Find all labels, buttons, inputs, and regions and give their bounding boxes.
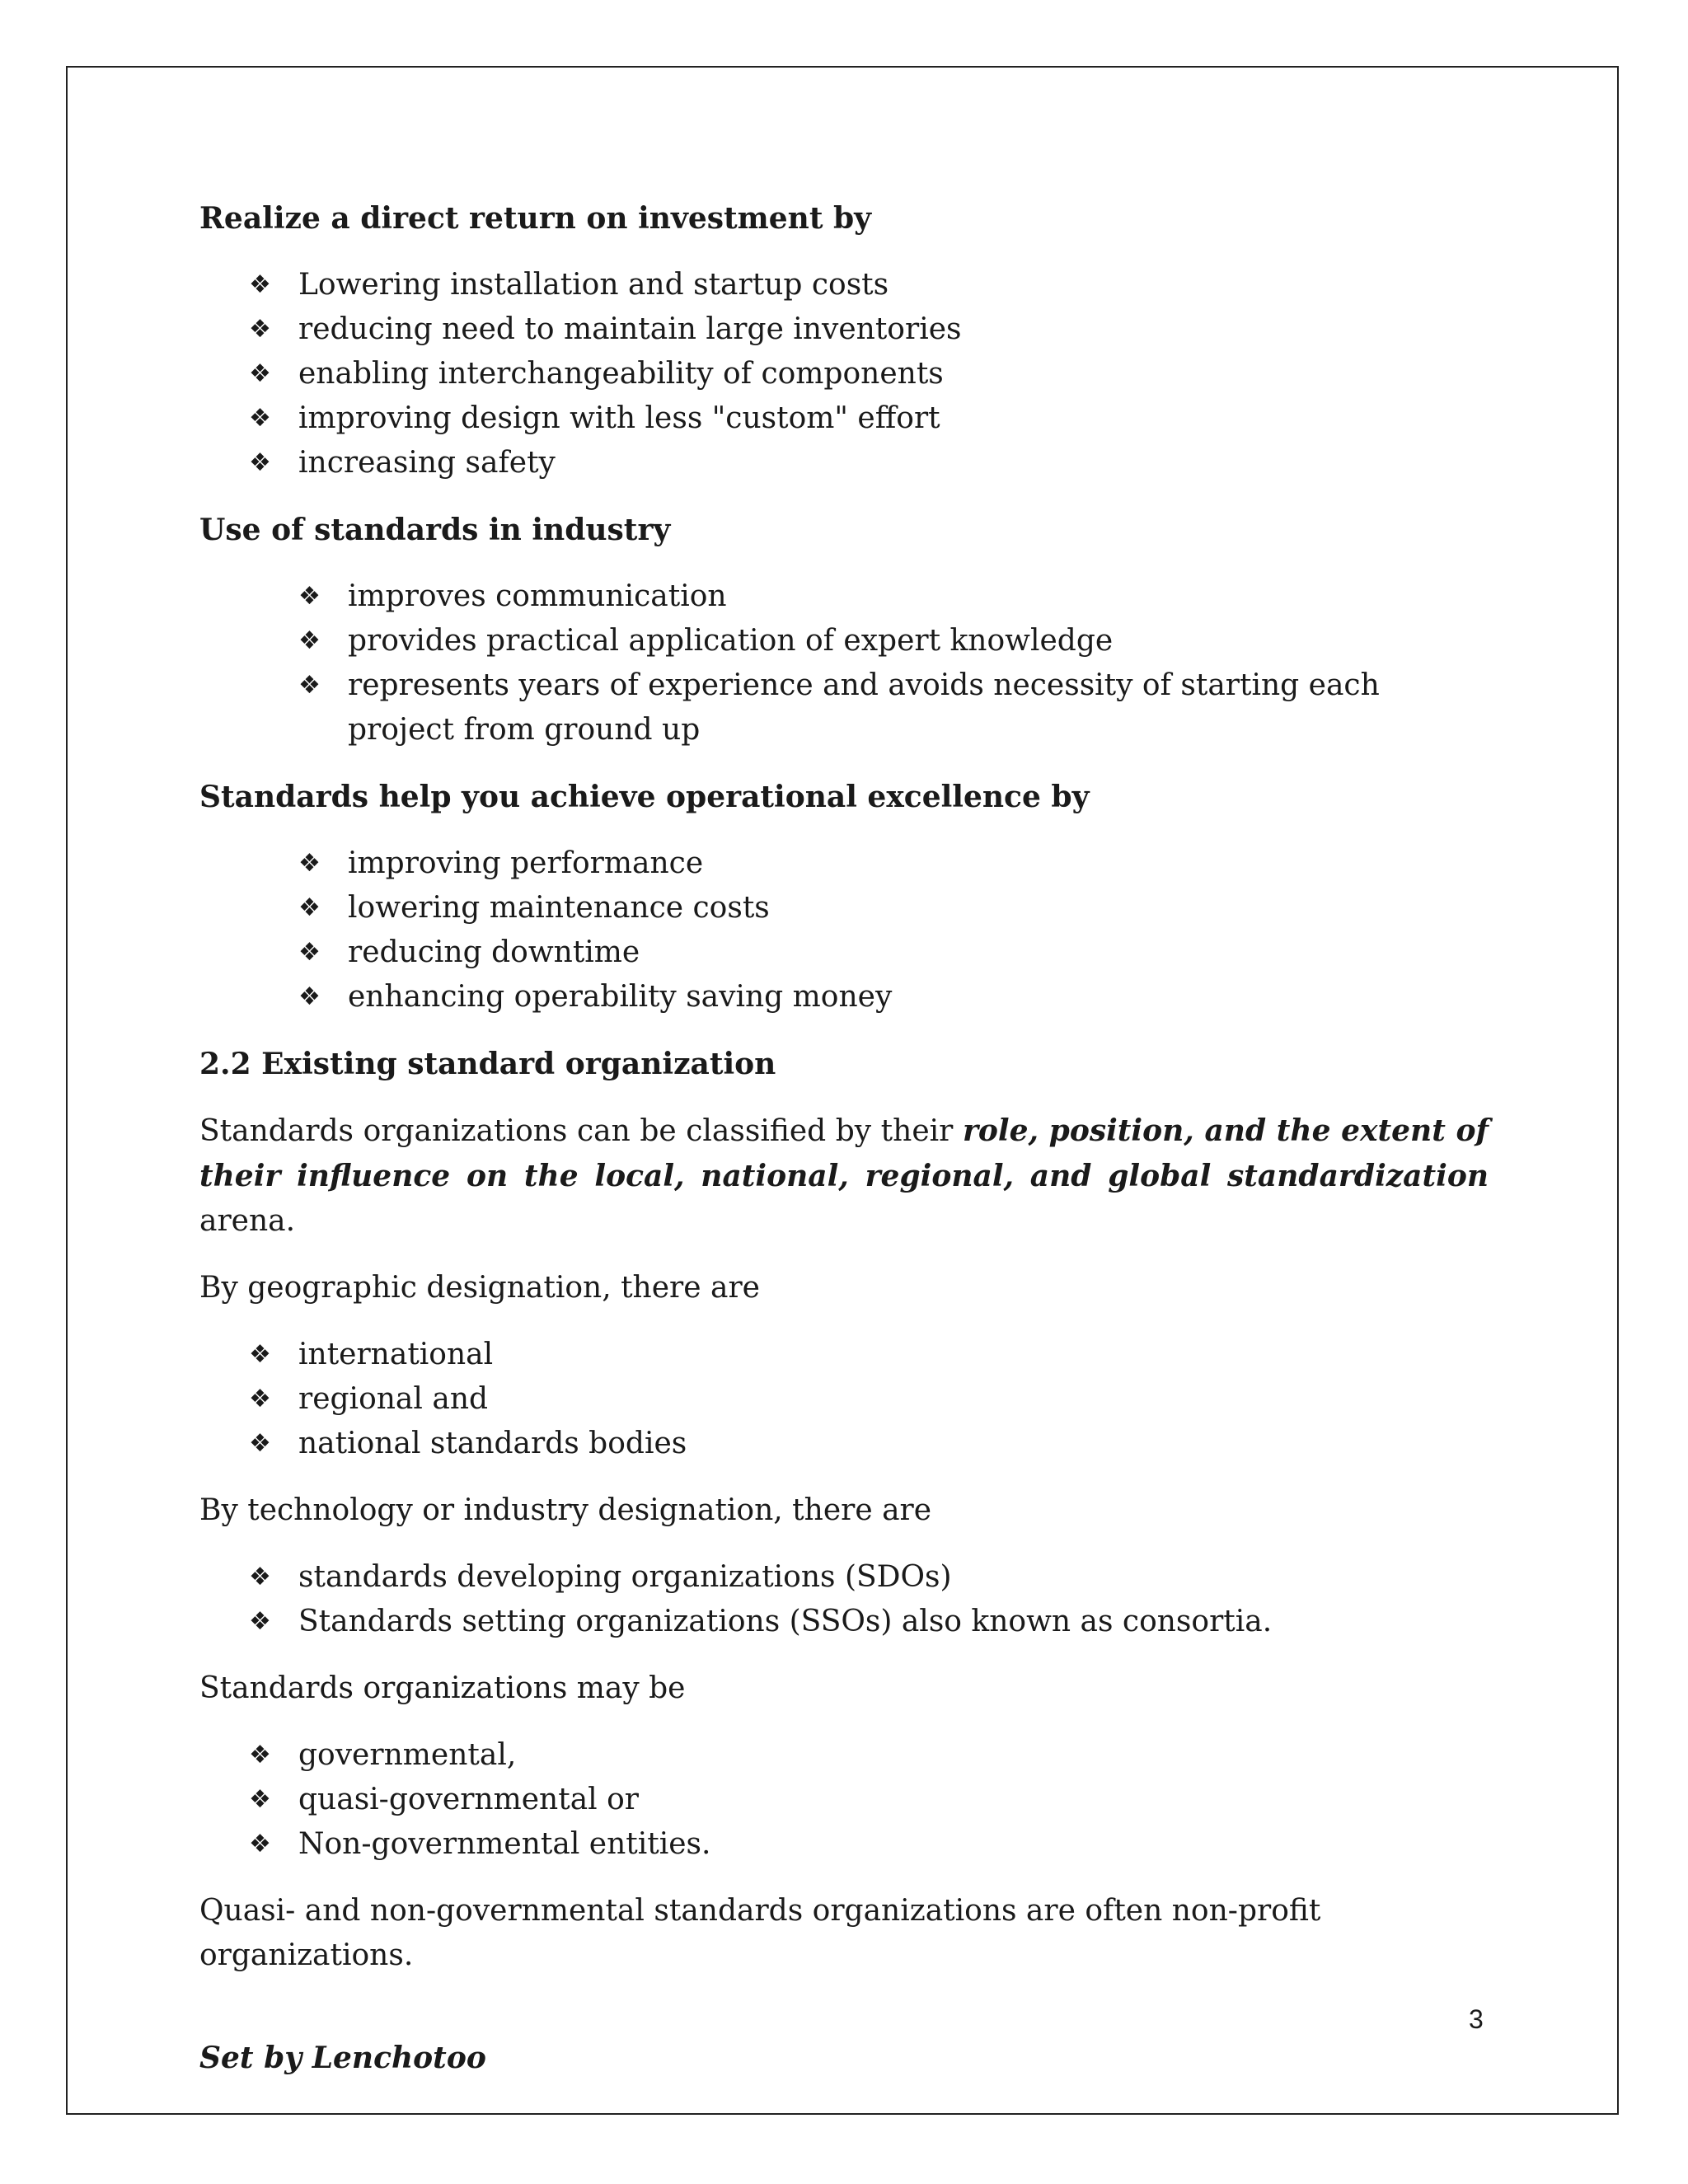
heading-excellence: Standards help you achieve operational excellence by [199, 780, 1090, 814]
paragraph-types-intro: Standards organizations may be [199, 1671, 686, 1705]
list-item: ❖ national standards bodies [249, 1422, 1489, 1466]
list-item: ❖ lowering maintenance costs [298, 886, 1489, 930]
list-item: ❖ represents years of experience and avoids necessity of starting each project from ground up [298, 663, 1489, 752]
bullet-icon: ❖ [298, 626, 321, 655]
list-item: ❖ international [249, 1333, 1489, 1377]
list-item: ❖ quasi-governmental or [249, 1778, 1489, 1822]
bullet-icon: ❖ [298, 982, 321, 1011]
bullet-icon: ❖ [249, 404, 271, 433]
paragraph-geo-intro: By geographic designation, there are [199, 1271, 760, 1305]
list-item: ❖ Lowering installation and startup costs [249, 263, 1489, 307]
list-item: ❖ regional and [249, 1377, 1489, 1422]
bullet-icon: ❖ [249, 270, 271, 299]
bullet-icon: ❖ [249, 315, 271, 344]
bullet-icon: ❖ [249, 448, 271, 477]
list-geo [249, 1333, 1489, 1466]
list-roi [249, 263, 1489, 485]
list-item: ❖ standards developing organizations (SDOs) [249, 1555, 1489, 1600]
heading-orgs: 2.2 Existing standard organization [199, 1047, 776, 1081]
list-item: ❖ improves communication [298, 574, 1489, 619]
bullet-icon: ❖ [298, 582, 321, 611]
bullet-icon: ❖ [298, 938, 321, 967]
bullet-icon: ❖ [298, 849, 321, 878]
heading-roi: Realize a direct return on investment by [199, 201, 872, 236]
list-types [249, 1733, 1489, 1867]
bullet-icon: ❖ [249, 1741, 271, 1769]
bullet-icon: ❖ [249, 1429, 271, 1458]
list-item: ❖ provides practical application of expert knowledge [298, 619, 1489, 663]
list-item: ❖ Standards setting organizations (SSOs) also known as consortia. [249, 1600, 1489, 1644]
bullet-icon: ❖ [249, 1785, 271, 1814]
list-item: ❖ Non-governmental entities. [249, 1822, 1489, 1867]
list-industry [298, 574, 1489, 752]
footer-author: Set by Lenchotoo [199, 2041, 486, 2075]
list-tech [249, 1555, 1489, 1644]
list-item: ❖ increasing safety [249, 441, 1489, 485]
paragraph-tech-intro: By technology or industry designation, there are [199, 1493, 932, 1527]
bullet-icon: ❖ [249, 1385, 271, 1413]
paragraph-classification: Standards organizations can be classified by their role, position, and the extent of their influence on the local, national, regional, and global standardization arena. [199, 1113, 1489, 1238]
list-item: ❖ improving design with less "custom" effort [249, 396, 1489, 441]
bullet-icon: ❖ [249, 1340, 271, 1369]
bullet-icon: ❖ [249, 1563, 271, 1591]
emphasis-text: role, position, and the extent of their influence on the local, national, regional, and global standardization [199, 1113, 1489, 1193]
list-item: ❖ reducing downtime [298, 930, 1489, 975]
page-number: 3 [1469, 2004, 1484, 2034]
bullet-icon: ❖ [249, 1830, 271, 1858]
list-item: ❖ improving performance [298, 841, 1489, 886]
list-item: ❖ enabling interchangeability of components [249, 352, 1489, 396]
document-body [199, 196, 1489, 2000]
paragraph-closing: Quasi- and non-governmental standards organizations are often non-profit organizations. [199, 1894, 1321, 1972]
list-item: ❖ enhancing operability saving money [298, 975, 1489, 1019]
list-item: ❖ reducing need to maintain large inventories [249, 307, 1489, 352]
bullet-icon: ❖ [249, 1607, 271, 1636]
bullet-icon: ❖ [298, 893, 321, 922]
list-excellence [298, 841, 1489, 1019]
heading-industry: Use of standards in industry [199, 513, 671, 547]
list-item: ❖ governmental, [249, 1733, 1489, 1778]
bullet-icon: ❖ [298, 671, 321, 700]
bullet-icon: ❖ [249, 359, 271, 388]
